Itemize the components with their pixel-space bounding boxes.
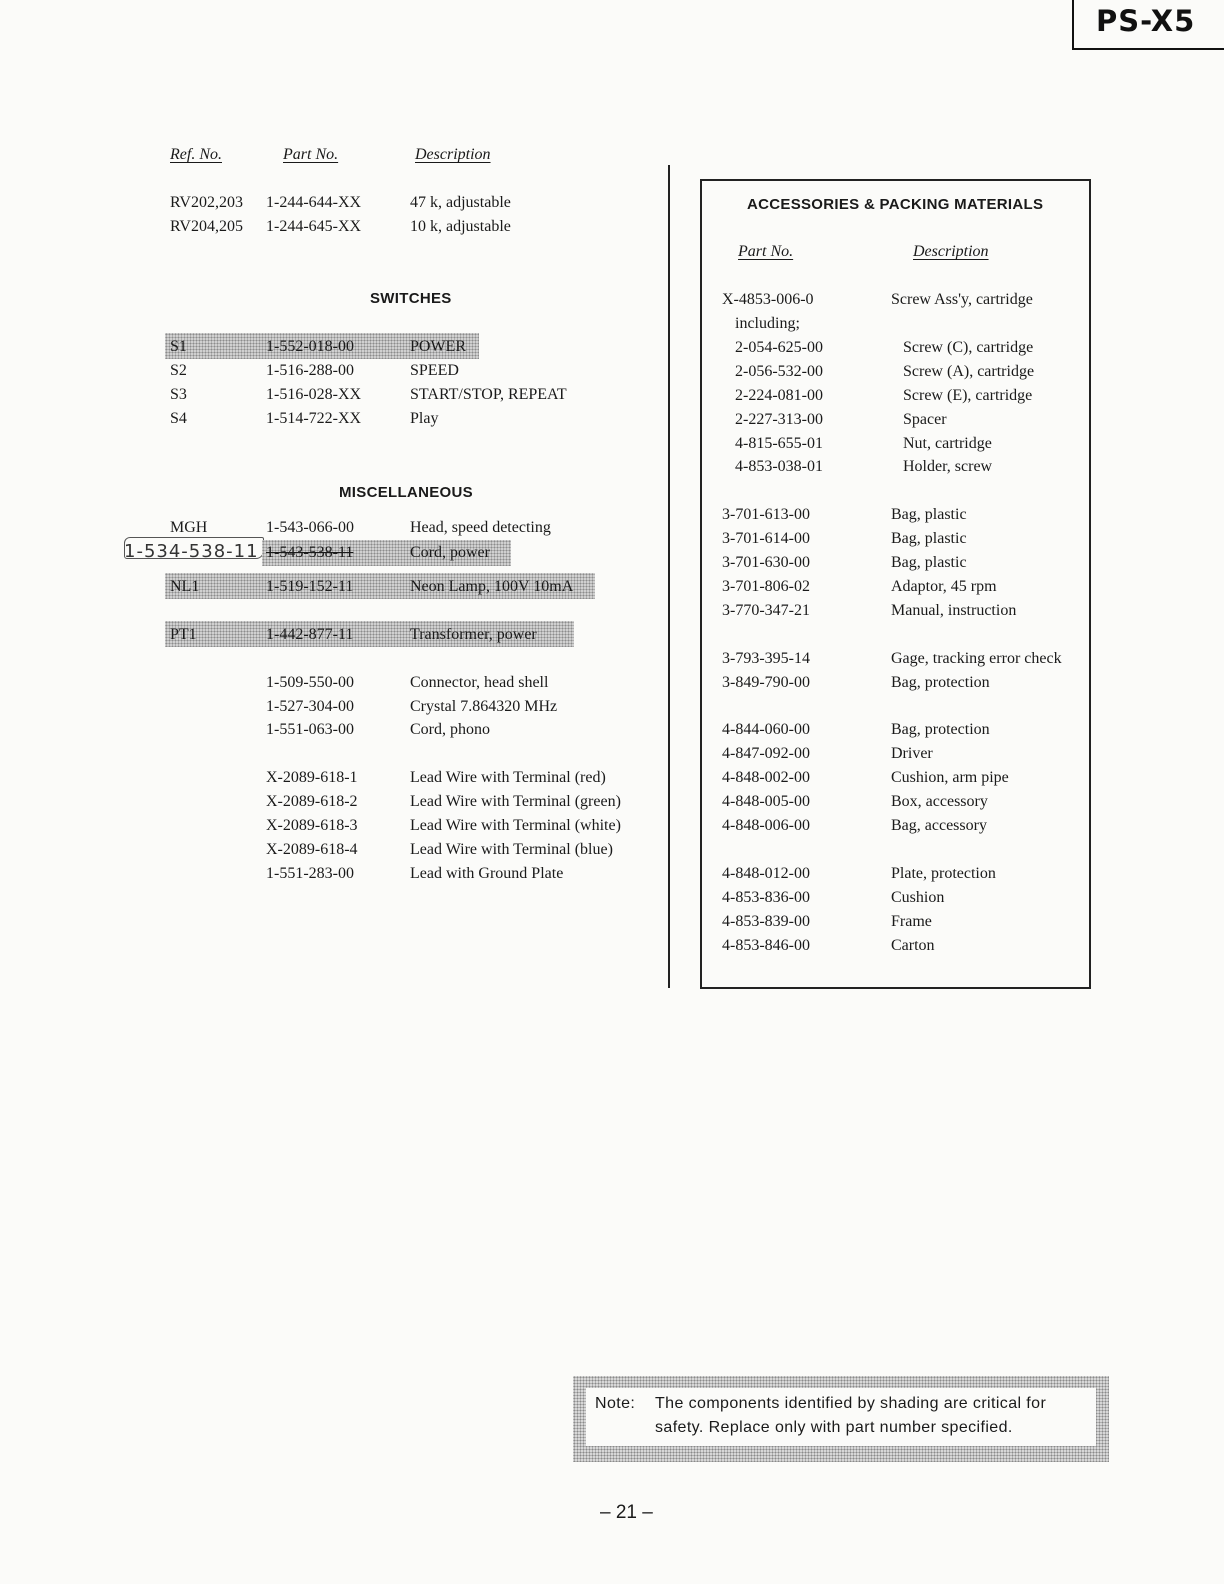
acc-part: 3-770-347-21 <box>722 602 810 619</box>
acc-desc: Screw (C), cartridge <box>903 339 1034 356</box>
desc-cell: Lead Wire with Terminal (green) <box>410 793 621 810</box>
acc-part: 3-701-613-00 <box>722 506 810 523</box>
miscellaneous-title: MISCELLANEOUS <box>339 484 473 501</box>
acc-desc: Bag, plastic <box>891 554 967 571</box>
desc-cell: Head, speed detecting <box>410 519 551 536</box>
part-cell: 1-244-644-XX <box>266 194 362 211</box>
acc-part: 2-056-532-00 <box>735 363 823 380</box>
part-cell: 1-519-152-11 <box>266 578 354 595</box>
part-cell: X-2089-618-4 <box>266 841 358 858</box>
accessories-header-part-no: Part No. <box>738 243 794 260</box>
acc-part: 3-701-630-00 <box>722 554 810 571</box>
page-number: – 21 – <box>600 1502 653 1523</box>
desc-cell: START/STOP, REPEAT <box>410 386 567 403</box>
acc-desc: Holder, screw <box>903 458 993 475</box>
switches-title: SWITCHES <box>370 290 452 307</box>
desc-cell: Transformer, power <box>410 626 537 643</box>
acc-part: 4-853-846-00 <box>722 937 810 954</box>
part-cell: X-2089-618-1 <box>266 769 358 786</box>
acc-part: 2-224-081-00 <box>735 387 823 404</box>
desc-cell: Lead Wire with Terminal (blue) <box>410 841 613 858</box>
acc-desc: Nut, cartridge <box>903 435 992 452</box>
acc-part: 2-227-313-00 <box>735 411 823 428</box>
ref-cell: MGH <box>170 519 208 536</box>
desc-cell: Neon Lamp, 100V 10mA <box>410 578 574 595</box>
model-title: PS-X5 <box>1096 4 1196 38</box>
model-badge <box>1072 0 1224 50</box>
accessories-header-description: Description <box>913 243 989 260</box>
desc-cell: Connector, head shell <box>410 674 549 691</box>
part-cell: X-2089-618-3 <box>266 817 358 834</box>
acc-part: 3-849-790-00 <box>722 674 810 691</box>
desc-cell: 10 k, adjustable <box>410 218 511 235</box>
acc-desc: Adaptor, 45 rpm <box>891 578 997 595</box>
desc-cell: Lead Wire with Terminal (white) <box>410 817 621 834</box>
acc-part: 4-853-038-01 <box>735 458 823 475</box>
header-part-no: Part No. <box>283 146 339 163</box>
column-divider <box>668 165 670 988</box>
acc-part: 4-815-655-01 <box>735 435 823 452</box>
handwritten-correction: 1-534-538-11 <box>124 541 259 562</box>
desc-cell: Crystal 7.864320 MHz <box>410 698 558 715</box>
desc-cell: Cord, power <box>410 544 490 561</box>
acc-desc: Bag, plastic <box>891 506 967 523</box>
acc-desc: Plate, protection <box>891 865 996 882</box>
ref-cell: S2 <box>170 362 187 379</box>
acc-part: 3-701-806-02 <box>722 578 810 595</box>
acc-desc: Screw Ass'y, cartridge <box>891 291 1033 308</box>
acc-desc: Screw (E), cartridge <box>903 387 1033 404</box>
note-line-1: The components identified by shading are critical for <box>655 1395 1047 1412</box>
part-cell: 1-509-550-00 <box>266 674 354 691</box>
part-cell: 1-516-028-XX <box>266 386 362 403</box>
acc-part: 4-853-839-00 <box>722 913 810 930</box>
acc-part: 4-844-060-00 <box>722 721 810 738</box>
acc-part: including; <box>735 315 800 332</box>
part-cell: 1-543-066-00 <box>266 519 354 536</box>
desc-cell: SPEED <box>410 362 459 379</box>
part-cell-struck: 1-543-538-11 <box>266 544 354 561</box>
acc-desc: Manual, instruction <box>891 602 1017 619</box>
acc-desc: Bag, plastic <box>891 530 967 547</box>
acc-desc: Spacer <box>903 411 947 428</box>
part-cell: 1-552-018-00 <box>266 338 354 355</box>
ref-cell: RV202,203 <box>170 194 243 211</box>
acc-desc: Driver <box>891 745 933 762</box>
acc-desc: Screw (A), cartridge <box>903 363 1035 380</box>
desc-cell: POWER <box>410 338 466 355</box>
header-ref-no: Ref. No. <box>170 146 222 163</box>
ref-cell: PT1 <box>170 626 197 643</box>
acc-part: 4-848-006-00 <box>722 817 810 834</box>
acc-part: 4-853-836-00 <box>722 889 810 906</box>
acc-desc: Cushion, arm pipe <box>891 769 1009 786</box>
acc-desc: Box, accessory <box>891 793 988 810</box>
desc-cell: Lead with Ground Plate <box>410 865 564 882</box>
note-label: Note: <box>595 1395 636 1412</box>
ref-cell: NL1 <box>170 578 200 595</box>
acc-desc: Bag, protection <box>891 721 990 738</box>
header-description: Description <box>415 146 491 163</box>
ref-cell: S4 <box>170 410 187 427</box>
part-cell: X-2089-618-2 <box>266 793 358 810</box>
part-cell: 1-442-877-11 <box>266 626 354 643</box>
part-cell: 1-551-283-00 <box>266 865 354 882</box>
acc-part: X-4853-006-0 <box>722 291 814 308</box>
ref-cell: S1 <box>170 338 187 355</box>
acc-part: 4-847-092-00 <box>722 745 810 762</box>
ref-cell: S3 <box>170 386 187 403</box>
part-cell: 1-551-063-00 <box>266 721 354 738</box>
acc-desc: Cushion <box>891 889 945 906</box>
acc-part: 3-793-395-14 <box>722 650 810 667</box>
desc-cell: 47 k, adjustable <box>410 194 511 211</box>
acc-desc: Bag, accessory <box>891 817 987 834</box>
ref-cell: RV204,205 <box>170 218 243 235</box>
acc-part: 3-701-614-00 <box>722 530 810 547</box>
part-cell: 1-527-304-00 <box>266 698 354 715</box>
acc-desc: Gage, tracking error check <box>891 650 1062 667</box>
note-line-2: safety. Replace only with part number specified. <box>655 1419 1013 1436</box>
accessories-title: ACCESSORIES & PACKING MATERIALS <box>747 196 1044 213</box>
acc-part: 4-848-005-00 <box>722 793 810 810</box>
desc-cell: Cord, phono <box>410 721 490 738</box>
part-cell: 1-244-645-XX <box>266 218 362 235</box>
part-cell: 1-514-722-XX <box>266 410 362 427</box>
desc-cell: Lead Wire with Terminal (red) <box>410 769 606 786</box>
acc-desc: Bag, protection <box>891 674 990 691</box>
acc-desc: Carton <box>891 937 935 954</box>
acc-part: 4-848-012-00 <box>722 865 810 882</box>
acc-desc: Frame <box>891 913 932 930</box>
part-cell: 1-516-288-00 <box>266 362 354 379</box>
acc-part: 2-054-625-00 <box>735 339 823 356</box>
acc-part: 4-848-002-00 <box>722 769 810 786</box>
desc-cell: Play <box>410 410 439 427</box>
